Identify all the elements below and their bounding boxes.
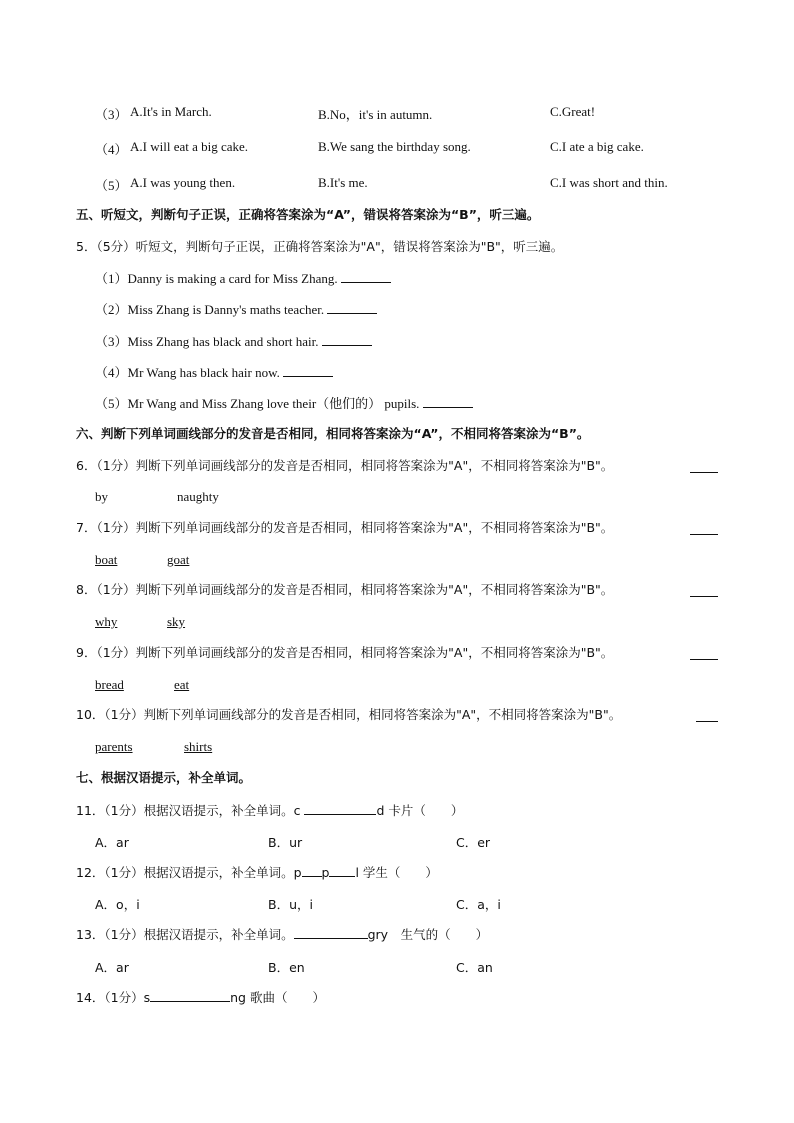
q5-item-5 [95,395,473,412]
answer-blank[interactable] [423,395,473,408]
q4-row-5-option-a: A.I was young then. [130,175,236,190]
question-11-prefix: 11．（1分）根据汉语提示，补全单词。c [76,803,305,818]
question-12-stem [76,864,438,881]
question-12-suffix: l 学生（ ） [355,865,438,880]
question-11-stem [76,802,463,819]
question-12-prefix: 12．（1分）根据汉语提示，补全单词。p [76,865,302,880]
question-12-option-b[interactable]: B．u，i [268,897,313,912]
q5-item-4-text: Mr Wang has black hair now. [127,365,284,380]
section-5-heading: 五、听短文，判断句子正误，正确将答案涂为“A”，错误将答案涂为“B”，听三遍。 [76,207,540,222]
question-11-option-a[interactable]: A．ar [95,835,129,850]
question-10-text: 判断下列单词画线部分的发音是否相同，相同将答案涂为"A"，不相同将答案涂为"B"。 [143,707,622,722]
q5-item-2-num: （2） [95,302,128,317]
q4-row-4-num: （4） [95,142,128,157]
question-13-option-a[interactable]: A．ar [95,960,129,975]
q5-item-1-text: Danny is making a card for Miss Zhang. [127,271,341,286]
question-9-prefix: 9．（1分） [76,645,136,660]
q4-row-4-option-a: A.I will eat a big cake. [130,139,249,154]
question-13-stem [76,926,488,943]
question-14-blank[interactable] [150,989,230,1002]
q4-row-4-option-c: C.I ate a big cake. [550,139,644,154]
question-8-prefix: 8．（1分） [76,582,136,597]
question-7-word-1: boat [95,552,118,567]
question-8-word-2: sky [167,614,186,629]
question-9-word-2: eat [174,677,190,692]
question-13-blank[interactable] [294,926,368,939]
q5-item-5-text: Mr Wang and Miss Zhang love their（他们的） pupils. [127,396,423,411]
q5-item-1 [95,270,391,287]
q4-row-3-option-c: C.Great! [550,104,596,119]
question-10-stem [76,707,621,723]
answer-blank[interactable] [322,333,372,346]
q5-item-1-num: （1） [95,271,128,286]
question-10-word-2: shirts [184,739,213,754]
answer-blank[interactable] [327,301,377,314]
question-11-blank[interactable] [304,802,376,815]
question-6-prefix: 6．（1分） [76,458,136,473]
question-14-stem [76,989,325,1006]
question-9-text: 判断下列单词画线部分的发音是否相同，相同将答案涂为"A"，不相同将答案涂为"B"。 [135,645,614,660]
q4-row-3-num: （3） [95,107,128,122]
question-13-option-b[interactable]: B．en [268,960,305,975]
section-7-heading: 七、根据汉语提示，补全单词。 [76,770,252,785]
question-6-word-2: naughty [177,489,219,504]
question-11-option-c[interactable]: C．er [456,835,491,850]
question-6-word-1: by [95,489,108,504]
question-12-blank-1[interactable] [302,864,322,877]
q5-item-3 [95,333,372,350]
question-6-text: 判断下列单词画线部分的发音是否相同，相同将答案涂为"A"，不相同将答案涂为"B"。 [135,458,614,473]
question-8-stem [76,582,613,598]
question-5-stem: 5．（5分）听短文，判断句子正误，正确将答案涂为"A"，错误将答案涂为"B"，听三遍。 [76,239,564,254]
question-7-word-2: goat [167,552,190,567]
q5-item-4 [95,364,333,381]
q5-item-4-num: （4） [95,365,128,380]
q5-item-5-num: （5） [95,396,128,411]
question-9-answer-blank[interactable] [690,647,718,660]
question-9-stem [76,645,613,661]
question-8-answer-blank[interactable] [690,584,718,597]
question-7-prefix: 7．（1分） [76,520,136,535]
question-14-prefix: 14．（1分）s [76,990,151,1005]
question-10-word-1: parents [95,739,133,754]
question-12-option-c[interactable]: C．a，i [456,897,501,912]
q4-row-3-option-a: A.It's in March. [130,104,212,119]
answer-blank[interactable] [341,270,391,283]
question-11-suffix: d 卡片（ ） [376,803,464,818]
question-11-option-b[interactable]: B．ur [268,835,303,850]
question-10-answer-blank[interactable] [696,709,718,722]
question-13-suffix: gry 生气的（ ） [367,927,489,942]
q5-item-2-text: Miss Zhang is Danny's maths teacher. [127,302,328,317]
question-13-prefix: 13．（1分）根据汉语提示，补全单词。 [76,927,294,942]
q4-row-5-num: （5） [95,178,128,193]
q5-item-3-num: （3） [95,334,128,349]
question-8-word-1: why [95,614,118,629]
question-9-word-1: bread [95,677,124,692]
question-12-option-a[interactable]: A．o，i [95,897,140,912]
question-14-suffix: ng 歌曲（ ） [230,990,325,1005]
section-6-heading: 六、判断下列单词画线部分的发音是否相同，相同将答案涂为“A”，不相同将答案涂为“B”。 [76,426,590,441]
q5-item-2 [95,301,377,318]
question-7-answer-blank[interactable] [690,522,718,535]
answer-blank[interactable] [283,364,333,377]
question-7-text: 判断下列单词画线部分的发音是否相同，相同将答案涂为"A"，不相同将答案涂为"B"。 [135,520,614,535]
question-12-blank-2[interactable] [329,864,355,877]
q4-row-5-option-c: C.I was short and thin. [550,175,668,190]
question-6-stem [76,458,613,474]
question-7-stem [76,520,613,536]
question-10-prefix: 10．（1分） [76,707,144,722]
q4-row-3-option-b: B.No，it's in autumn. [318,107,433,122]
question-8-text: 判断下列单词画线部分的发音是否相同，相同将答案涂为"A"，不相同将答案涂为"B"。 [135,582,614,597]
q4-row-5-option-b: B.It's me. [318,175,368,190]
q5-item-3-text: Miss Zhang has black and short hair. [127,334,322,349]
q4-row-4-option-b: B.We sang the birthday song. [318,139,471,154]
question-12-letter-p: p [321,865,330,880]
question-13-option-c[interactable]: C．an [456,960,493,975]
question-6-answer-blank[interactable] [690,460,718,473]
